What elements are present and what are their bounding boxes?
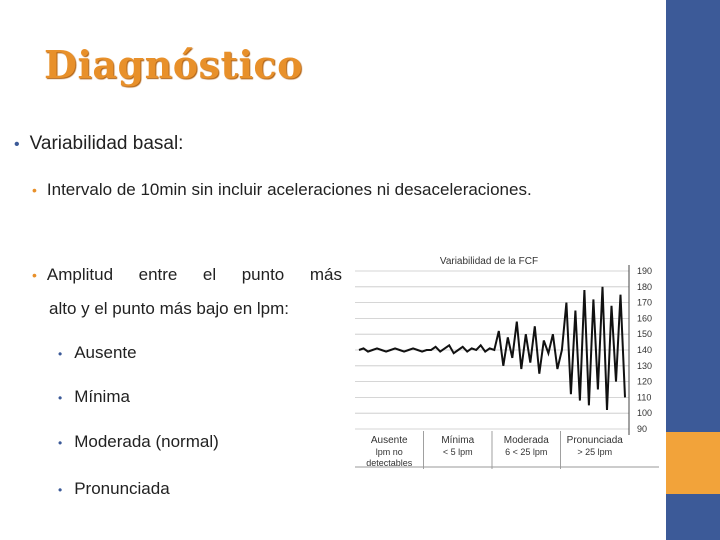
y-tick-label: 110: [637, 392, 652, 403]
category-description: 6 < 25 lpm: [505, 447, 548, 457]
fcf-variability-chart: [349, 249, 661, 475]
bullet-amplitud-word: punto: [241, 265, 285, 284]
bullet-intervalo: [32, 180, 532, 200]
sub-item-minima: • Mínima: [58, 387, 130, 406]
category-label: Ausente: [370, 435, 408, 446]
sub-bullet-dot-icon: •: [58, 391, 63, 405]
bullet-dot-icon: •: [32, 182, 37, 198]
y-tick-label: 170: [637, 297, 653, 308]
category-label: Pronunciada: [566, 435, 623, 446]
chart-y-ticks: [637, 266, 652, 434]
chart-title: Variabilidad de la FCF: [439, 256, 539, 267]
sidebar-accent-middle: [666, 432, 720, 494]
fcf-trace-line: [359, 287, 625, 410]
bullet-dot-icon: •: [32, 267, 37, 283]
category-label: Mínima: [441, 435, 475, 446]
y-tick-label: 90: [637, 424, 648, 434]
fcf-chart-svg: [349, 249, 661, 475]
bullet-amplitud-line1: [32, 258, 342, 292]
bullet-variabilidad-basal: [14, 133, 183, 155]
y-tick-label: 140: [637, 345, 653, 355]
sub-item-pronunciada: • Pronunciada: [58, 479, 170, 498]
category-label: Moderada: [503, 435, 549, 446]
bullet-amplitud-word: el: [202, 265, 217, 284]
bullet-amplitud-word: más: [309, 265, 342, 284]
y-tick-label: 120: [637, 376, 653, 387]
y-tick-label: 190: [637, 266, 653, 276]
bullet-text: Intervalo de 10min sin incluir aceleraciones ni desaceleraciones.: [46, 180, 532, 199]
category-description: < 5 lpm: [442, 447, 473, 457]
y-tick-label: 160: [637, 313, 653, 324]
sub-item-ausente: • Ausente: [58, 343, 137, 362]
y-tick-label: 150: [637, 329, 653, 340]
y-tick-label: 100: [637, 408, 653, 419]
bullet-amplitud-word: • Amplitud: [32, 258, 113, 292]
bullet-amplitud-line2: alto y el punto más bajo en lpm:: [49, 299, 290, 318]
sidebar-accent-bottom: [666, 494, 720, 540]
sub-bullet-dot-icon: •: [58, 347, 63, 361]
sub-bullet-dot-icon: •: [58, 483, 63, 497]
y-tick-label: 180: [637, 281, 653, 292]
bullet-amplitud: [32, 258, 342, 326]
chart-categories: [366, 431, 623, 469]
sub-item-moderada: • Moderada (normal): [58, 432, 219, 451]
category-description: lpm no: [375, 447, 403, 457]
sub-bullet-dot-icon: •: [58, 436, 63, 450]
bullet-amplitud-word: entre: [138, 265, 178, 284]
slide-title: Diagnóstico: [44, 42, 303, 87]
bullet-dot-icon: •: [14, 136, 20, 153]
bullet-text: Variabilidad basal:: [29, 133, 184, 154]
category-description: detectables: [366, 458, 413, 468]
category-description: > 25 lpm: [577, 447, 613, 457]
y-tick-label: 130: [637, 360, 653, 371]
sidebar-accent-top: [666, 0, 720, 432]
